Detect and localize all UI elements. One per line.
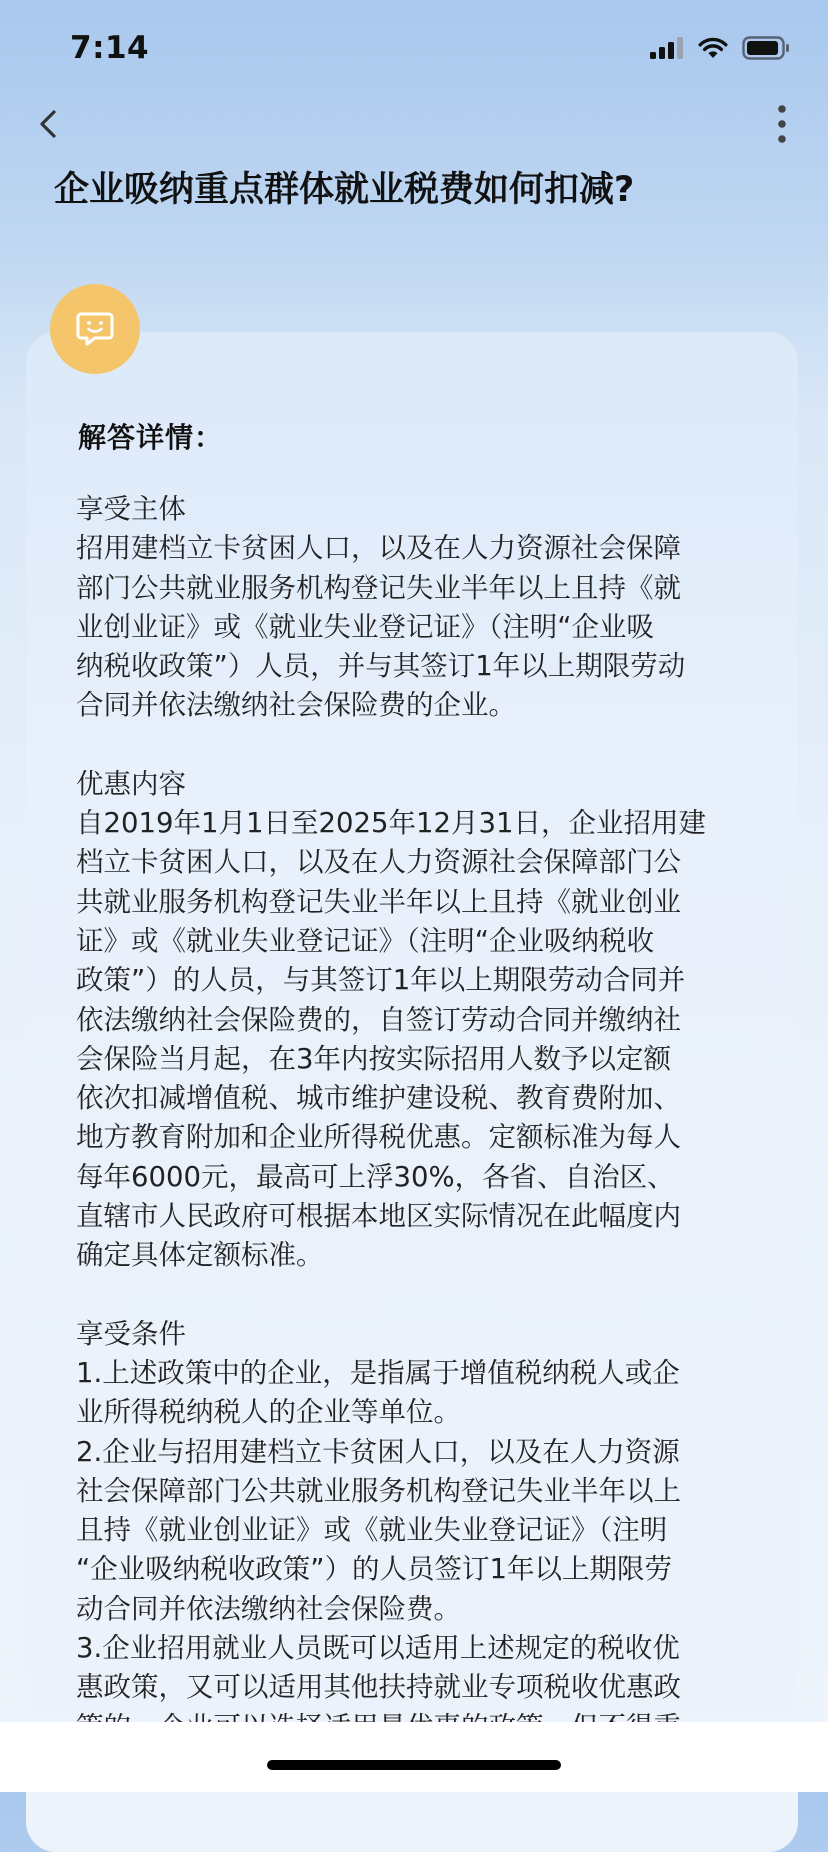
cellular-signal-icon bbox=[650, 37, 684, 59]
wifi-icon bbox=[698, 37, 728, 59]
back-button[interactable] bbox=[26, 98, 74, 150]
answer-line: 每年6000元，最高可上浮30%，各省、自治区、 bbox=[76, 1160, 675, 1193]
answer-line: 1.上述政策中的企业，是指属于增值税纳税人或企 bbox=[76, 1356, 680, 1389]
battery-icon bbox=[742, 36, 790, 60]
section-title: 优惠内容 bbox=[76, 767, 186, 800]
answer-line: 共就业服务机构登记失业半年以上且持《就业创业 bbox=[76, 885, 681, 918]
section-title: 享受条件 bbox=[76, 1317, 186, 1350]
answer-section bbox=[76, 1315, 756, 1787]
answer-line: 3.企业招用就业人员既可以适用上述规定的税收优 bbox=[76, 1632, 680, 1665]
answer-line: 2.企业与招用建档立卡贫困人口，以及在人力资源 bbox=[76, 1435, 680, 1468]
section-title: 享受主体 bbox=[76, 493, 186, 525]
answer-line: 业创业证》或《就业失业登记证》（注明“企业吸 bbox=[76, 610, 654, 643]
answer-heading: 解答详情： bbox=[78, 421, 224, 454]
answer-line: 招用建档立卡贫困人口，以及在人力资源社会保障 bbox=[76, 532, 681, 565]
chevron-left-icon bbox=[26, 98, 74, 150]
answer-line: 依法缴纳社会保险费的，自签订劳动合同并缴纳社 bbox=[76, 1003, 681, 1036]
answer-line: 直辖市人民政府可根据本地区实际情况在此幅度内 bbox=[76, 1200, 681, 1233]
answer-line: 证》或《就业失业登记证》（注明“企业吸纳税收 bbox=[76, 924, 654, 957]
answer-section bbox=[76, 765, 756, 1276]
answer-line: 自2019年1月1日至2025年12月31日，企业招用建 bbox=[76, 807, 706, 840]
answer-line: 部门公共就业服务机构登记失业半年以上且持《就 bbox=[76, 571, 681, 604]
chat-smile-icon bbox=[75, 311, 115, 347]
answer-line: “企业吸纳税收政策”）的人员签订1年以上期限劳 bbox=[76, 1553, 672, 1586]
answer-line: 档立卡贫困人口，以及在人力资源社会保障部门公 bbox=[76, 846, 681, 879]
home-indicator[interactable] bbox=[267, 1760, 561, 1770]
chat-badge bbox=[50, 284, 140, 374]
answer-line: 动合同并依法缴纳社会保险费。 bbox=[76, 1592, 461, 1625]
answer-line: 业所得税纳税人的企业等单位。 bbox=[76, 1396, 461, 1429]
answer-section bbox=[76, 490, 756, 726]
more-button[interactable] bbox=[770, 102, 794, 146]
page-title: 企业吸纳重点群体就业税费如何扣减? bbox=[54, 170, 635, 210]
answer-line: 惠政策，又可以适用其他扶持就业专项税收优惠政 bbox=[76, 1671, 681, 1704]
answer-line: 地方教育附加和企业所得税优惠。定额标准为每人 bbox=[76, 1121, 681, 1154]
answer-line: 合同并依法缴纳社会保险费的企业。 bbox=[76, 689, 516, 722]
answer-line: 纳税收政策”）人员，并与其签订1年以上期限劳动 bbox=[76, 650, 686, 683]
status-icons bbox=[650, 36, 790, 60]
answer-line: 依次扣减增值税、城市维护建设税、教育费附加、 bbox=[76, 1082, 681, 1115]
status-bar bbox=[0, 0, 828, 100]
bottom-bar bbox=[0, 1722, 828, 1792]
answer-line: 社会保障部门公共就业服务机构登记失业半年以上 bbox=[76, 1474, 681, 1507]
status-time: 7:14 bbox=[70, 30, 150, 66]
answer-body bbox=[76, 490, 756, 1825]
answer-line: 确定具体定额标准。 bbox=[76, 1239, 324, 1272]
answer-line: 会保险当月起，在3年内按实际招用人数予以定额 bbox=[76, 1042, 671, 1075]
more-vertical-icon bbox=[770, 102, 794, 146]
answer-line: 政策”）的人员，与其签订1年以上期限劳动合同并 bbox=[76, 964, 686, 997]
answer-line: 且持《就业创业证》或《就业失业登记证》（注明 bbox=[76, 1514, 668, 1547]
